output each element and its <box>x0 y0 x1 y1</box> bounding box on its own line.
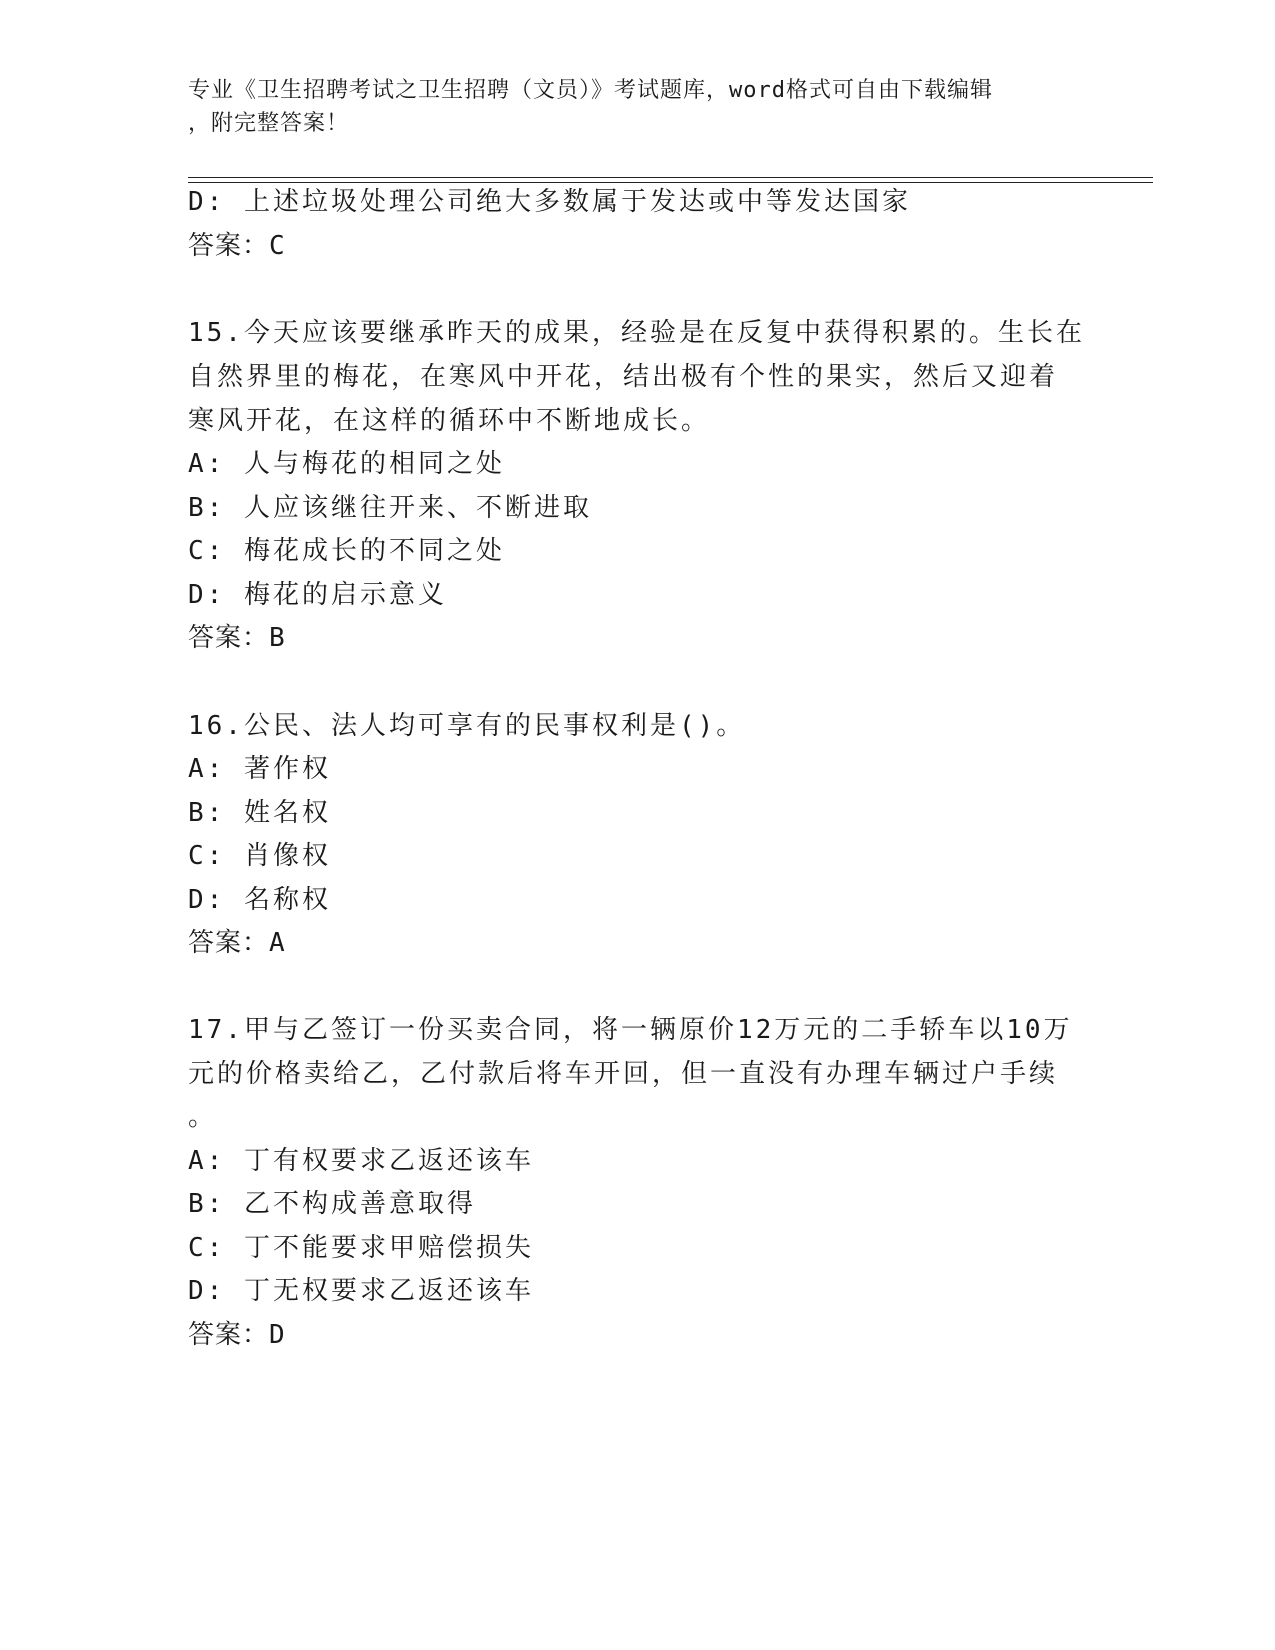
q16-stem-line-1: 16.公民、法人均可享有的民事权利是()。 <box>188 711 746 741</box>
q15-option-a: A: 人与梅花的相同之处 <box>188 449 505 479</box>
q15-option-d: D: 梅花的启示意义 <box>188 580 447 610</box>
q16-option-b: B: 姓名权 <box>188 798 331 828</box>
q17-option-c: C: 丁不能要求甲赔偿损失 <box>188 1233 534 1263</box>
q17-stem-line-3: 。 <box>188 1102 218 1132</box>
q16-option-a: A: 著作权 <box>188 754 331 784</box>
q17-option-a: A: 丁有权要求乙返还该车 <box>188 1146 534 1176</box>
prev-option-d: D: 上述垃圾处理公司绝大多数属于发达或中等发达国家 <box>188 187 911 217</box>
q17-option-d: D: 丁无权要求乙返还该车 <box>188 1276 534 1306</box>
q15-option-b: B: 人应该继往开来、不断进取 <box>188 493 592 523</box>
q16-answer <box>188 926 1088 960</box>
q15-stem-line-1: 15.今天应该要继承昨天的成果，经验是在反复中获得积累的。生长在 <box>188 318 1085 348</box>
q17-stem-line-1: 17.甲与乙签订一份买卖合同，将一辆原价12万元的二手轿车以10万 <box>188 1015 1073 1045</box>
q16-option-c: C: 肖像权 <box>188 841 331 871</box>
q16-option-d: D: 名称权 <box>188 885 331 915</box>
q17-answer <box>188 1318 1088 1352</box>
q15-stem-line-2: 自然界里的梅花，在寒风中开花，结出极有个性的果实，然后又迎着 <box>188 362 1059 392</box>
header-line-1: 专业《卫生招聘考试之卫生招聘（文员）》考试题库，word格式可自由下载编辑 <box>188 78 993 103</box>
q15-answer-value: B <box>269 623 288 653</box>
q15-stem-line-3: 寒风开花，在这样的循环中不断地成长。 <box>188 406 711 436</box>
q17-answer-label: 答案： <box>188 1320 270 1350</box>
q16-answer-value: A <box>269 928 288 958</box>
q17-stem-line-2: 元的价格卖给乙，乙付款后将车开回，但一直没有办理车辆过户手续 <box>188 1059 1059 1089</box>
q15-answer <box>188 621 1088 655</box>
prev-answer-value: C <box>269 231 288 261</box>
q17-answer-value: D <box>269 1320 288 1350</box>
q15-answer-label: 答案： <box>188 623 270 653</box>
header-line-2: ，附完整答案！ <box>188 111 350 136</box>
document-header <box>188 74 1068 140</box>
q15-option-c: C: 梅花成长的不同之处 <box>188 536 505 566</box>
q16-answer-label: 答案： <box>188 928 270 958</box>
header-divider-top <box>188 177 1153 178</box>
header-divider-bottom <box>188 182 1153 183</box>
q17-option-b: B: 乙不构成善意取得 <box>188 1189 476 1219</box>
prev-answer <box>188 229 1088 263</box>
prev-answer-label: 答案： <box>188 231 270 261</box>
